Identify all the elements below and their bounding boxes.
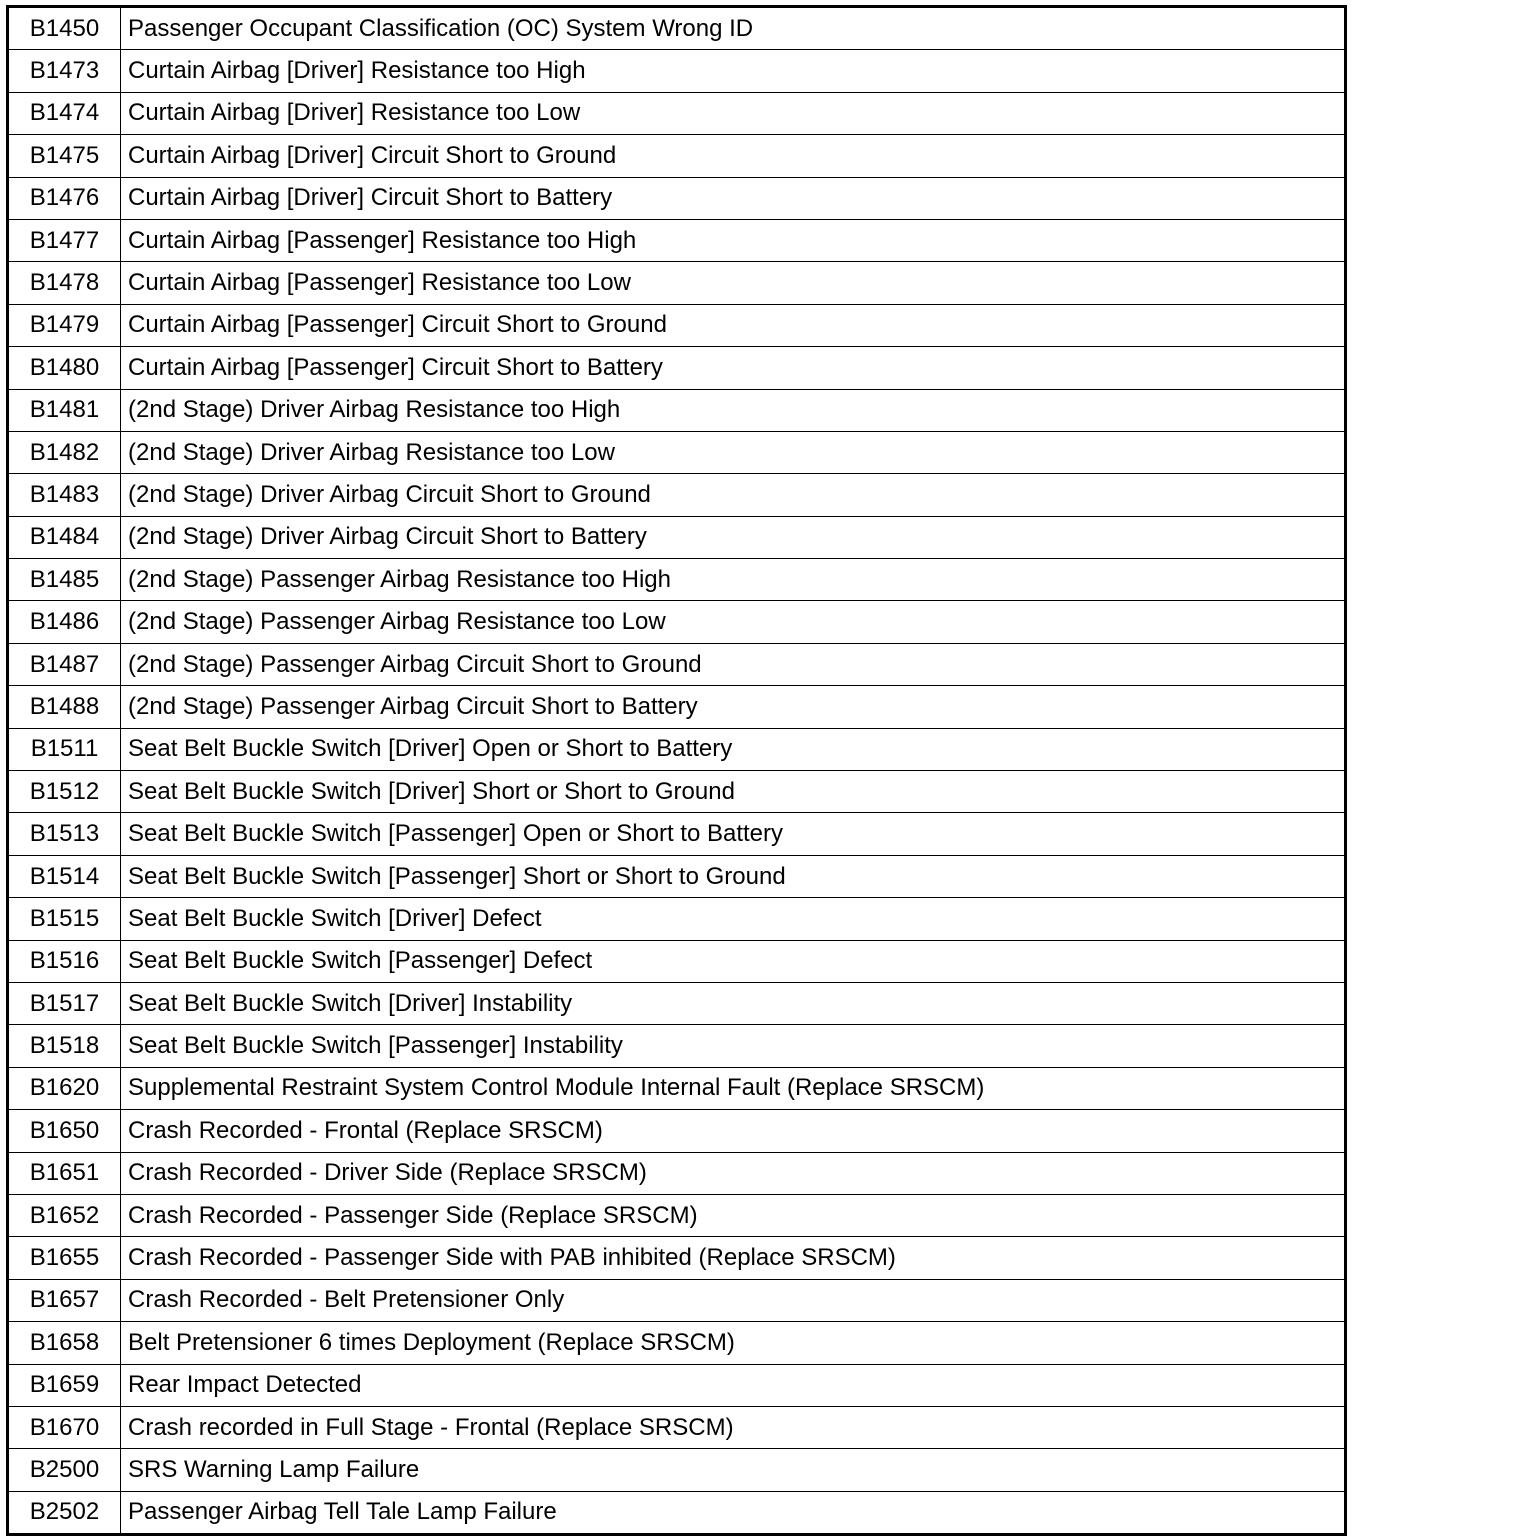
dtc-description: Curtain Airbag [Passenger] Circuit Short to Ground bbox=[121, 304, 1346, 346]
table-row bbox=[8, 601, 1346, 643]
dtc-code: B2500 bbox=[8, 1449, 121, 1491]
dtc-description: Seat Belt Buckle Switch [Driver] Defect bbox=[121, 898, 1346, 940]
table-row bbox=[8, 686, 1346, 728]
table-row bbox=[8, 1279, 1346, 1321]
dtc-description: Passenger Airbag Tell Tale Lamp Failure bbox=[121, 1491, 1346, 1534]
table-row bbox=[8, 982, 1346, 1024]
dtc-code: B1657 bbox=[8, 1279, 121, 1321]
dtc-description: Seat Belt Buckle Switch [Passenger] Instability bbox=[121, 1025, 1346, 1067]
dtc-code: B1479 bbox=[8, 304, 121, 346]
dtc-description: Seat Belt Buckle Switch [Passenger] Open or Short to Battery bbox=[121, 813, 1346, 855]
dtc-code: B1483 bbox=[8, 474, 121, 516]
dtc-code: B1514 bbox=[8, 855, 121, 897]
dtc-code: B2502 bbox=[8, 1491, 121, 1534]
dtc-code: B1478 bbox=[8, 262, 121, 304]
table-row bbox=[8, 177, 1346, 219]
table-row bbox=[8, 50, 1346, 92]
dtc-code: B1485 bbox=[8, 559, 121, 601]
table-row bbox=[8, 92, 1346, 134]
dtc-code: B1484 bbox=[8, 516, 121, 558]
dtc-code: B1515 bbox=[8, 898, 121, 940]
dtc-code: B1517 bbox=[8, 982, 121, 1024]
table-row bbox=[8, 771, 1346, 813]
dtc-code: B1473 bbox=[8, 50, 121, 92]
dtc-description: (2nd Stage) Driver Airbag Resistance too Low bbox=[121, 431, 1346, 473]
table-row bbox=[8, 135, 1346, 177]
table-row bbox=[8, 1449, 1346, 1491]
table-row bbox=[8, 219, 1346, 261]
table-row bbox=[8, 347, 1346, 389]
dtc-description: (2nd Stage) Passenger Airbag Resistance too Low bbox=[121, 601, 1346, 643]
dtc-code: B1512 bbox=[8, 771, 121, 813]
dtc-code: B1659 bbox=[8, 1364, 121, 1406]
table-row bbox=[8, 1322, 1346, 1364]
table-row bbox=[8, 728, 1346, 770]
dtc-code: B1651 bbox=[8, 1152, 121, 1194]
dtc-description: Seat Belt Buckle Switch [Driver] Instability bbox=[121, 982, 1346, 1024]
dtc-code: B1450 bbox=[8, 7, 121, 50]
dtc-description: (2nd Stage) Driver Airbag Resistance too High bbox=[121, 389, 1346, 431]
table-row bbox=[8, 1067, 1346, 1109]
dtc-description: Curtain Airbag [Driver] Circuit Short to Battery bbox=[121, 177, 1346, 219]
dtc-code: B1511 bbox=[8, 728, 121, 770]
table-row bbox=[8, 474, 1346, 516]
dtc-code: B1620 bbox=[8, 1067, 121, 1109]
dtc-code: B1480 bbox=[8, 347, 121, 389]
dtc-description: (2nd Stage) Driver Airbag Circuit Short to Battery bbox=[121, 516, 1346, 558]
table-row bbox=[8, 389, 1346, 431]
dtc-description: Rear Impact Detected bbox=[121, 1364, 1346, 1406]
dtc-code: B1475 bbox=[8, 135, 121, 177]
dtc-description: (2nd Stage) Passenger Airbag Resistance too High bbox=[121, 559, 1346, 601]
table-row bbox=[8, 1025, 1346, 1067]
dtc-description: Crash Recorded - Driver Side (Replace SRSCM) bbox=[121, 1152, 1346, 1194]
table-row bbox=[8, 1364, 1346, 1406]
dtc-code: B1650 bbox=[8, 1110, 121, 1152]
table-row bbox=[8, 898, 1346, 940]
dtc-code: B1477 bbox=[8, 219, 121, 261]
table-row bbox=[8, 1406, 1346, 1448]
dtc-code: B1670 bbox=[8, 1406, 121, 1448]
table-row bbox=[8, 1152, 1346, 1194]
table-row bbox=[8, 431, 1346, 473]
dtc-code: B1481 bbox=[8, 389, 121, 431]
dtc-description: Crash Recorded - Passenger Side (Replace SRSCM) bbox=[121, 1194, 1346, 1236]
table-row bbox=[8, 304, 1346, 346]
dtc-description: Crash recorded in Full Stage - Frontal (Replace SRSCM) bbox=[121, 1406, 1346, 1448]
dtc-description: Belt Pretensioner 6 times Deployment (Replace SRSCM) bbox=[121, 1322, 1346, 1364]
dtc-code: B1518 bbox=[8, 1025, 121, 1067]
table-row bbox=[8, 1491, 1346, 1534]
table-row bbox=[8, 643, 1346, 685]
dtc-description: Curtain Airbag [Driver] Resistance too High bbox=[121, 50, 1346, 92]
dtc-description: Supplemental Restraint System Control Module Internal Fault (Replace SRSCM) bbox=[121, 1067, 1346, 1109]
table-row bbox=[8, 940, 1346, 982]
dtc-code: B1655 bbox=[8, 1237, 121, 1279]
dtc-description: SRS Warning Lamp Failure bbox=[121, 1449, 1346, 1491]
dtc-description: Crash Recorded - Belt Pretensioner Only bbox=[121, 1279, 1346, 1321]
dtc-code: B1658 bbox=[8, 1322, 121, 1364]
dtc-code: B1487 bbox=[8, 643, 121, 685]
dtc-description: (2nd Stage) Passenger Airbag Circuit Short to Ground bbox=[121, 643, 1346, 685]
dtc-code: B1488 bbox=[8, 686, 121, 728]
dtc-code: B1652 bbox=[8, 1194, 121, 1236]
dtc-code: B1474 bbox=[8, 92, 121, 134]
dtc-description: Curtain Airbag [Passenger] Resistance too Low bbox=[121, 262, 1346, 304]
table-row bbox=[8, 262, 1346, 304]
dtc-description: Crash Recorded - Passenger Side with PAB inhibited (Replace SRSCM) bbox=[121, 1237, 1346, 1279]
dtc-table-body bbox=[8, 7, 1346, 1535]
dtc-description: Curtain Airbag [Driver] Circuit Short to Ground bbox=[121, 135, 1346, 177]
dtc-code: B1513 bbox=[8, 813, 121, 855]
dtc-description: Seat Belt Buckle Switch [Driver] Short or Short to Ground bbox=[121, 771, 1346, 813]
dtc-code: B1486 bbox=[8, 601, 121, 643]
dtc-description: (2nd Stage) Passenger Airbag Circuit Short to Battery bbox=[121, 686, 1346, 728]
dtc-table bbox=[6, 5, 1347, 1536]
table-row bbox=[8, 559, 1346, 601]
dtc-description: (2nd Stage) Driver Airbag Circuit Short to Ground bbox=[121, 474, 1346, 516]
dtc-description: Passenger Occupant Classification (OC) System Wrong ID bbox=[121, 7, 1346, 50]
dtc-code: B1516 bbox=[8, 940, 121, 982]
table-row bbox=[8, 813, 1346, 855]
dtc-description: Seat Belt Buckle Switch [Passenger] Defect bbox=[121, 940, 1346, 982]
table-row bbox=[8, 1237, 1346, 1279]
dtc-description: Seat Belt Buckle Switch [Passenger] Short or Short to Ground bbox=[121, 855, 1346, 897]
dtc-code: B1476 bbox=[8, 177, 121, 219]
dtc-description: Seat Belt Buckle Switch [Driver] Open or Short to Battery bbox=[121, 728, 1346, 770]
table-row bbox=[8, 1194, 1346, 1236]
dtc-description: Curtain Airbag [Driver] Resistance too Low bbox=[121, 92, 1346, 134]
table-row bbox=[8, 516, 1346, 558]
table-row bbox=[8, 1110, 1346, 1152]
table-row bbox=[8, 855, 1346, 897]
dtc-description: Crash Recorded - Frontal (Replace SRSCM) bbox=[121, 1110, 1346, 1152]
dtc-description: Curtain Airbag [Passenger] Resistance too High bbox=[121, 219, 1346, 261]
dtc-code: B1482 bbox=[8, 431, 121, 473]
table-row bbox=[8, 7, 1346, 50]
dtc-description: Curtain Airbag [Passenger] Circuit Short to Battery bbox=[121, 347, 1346, 389]
